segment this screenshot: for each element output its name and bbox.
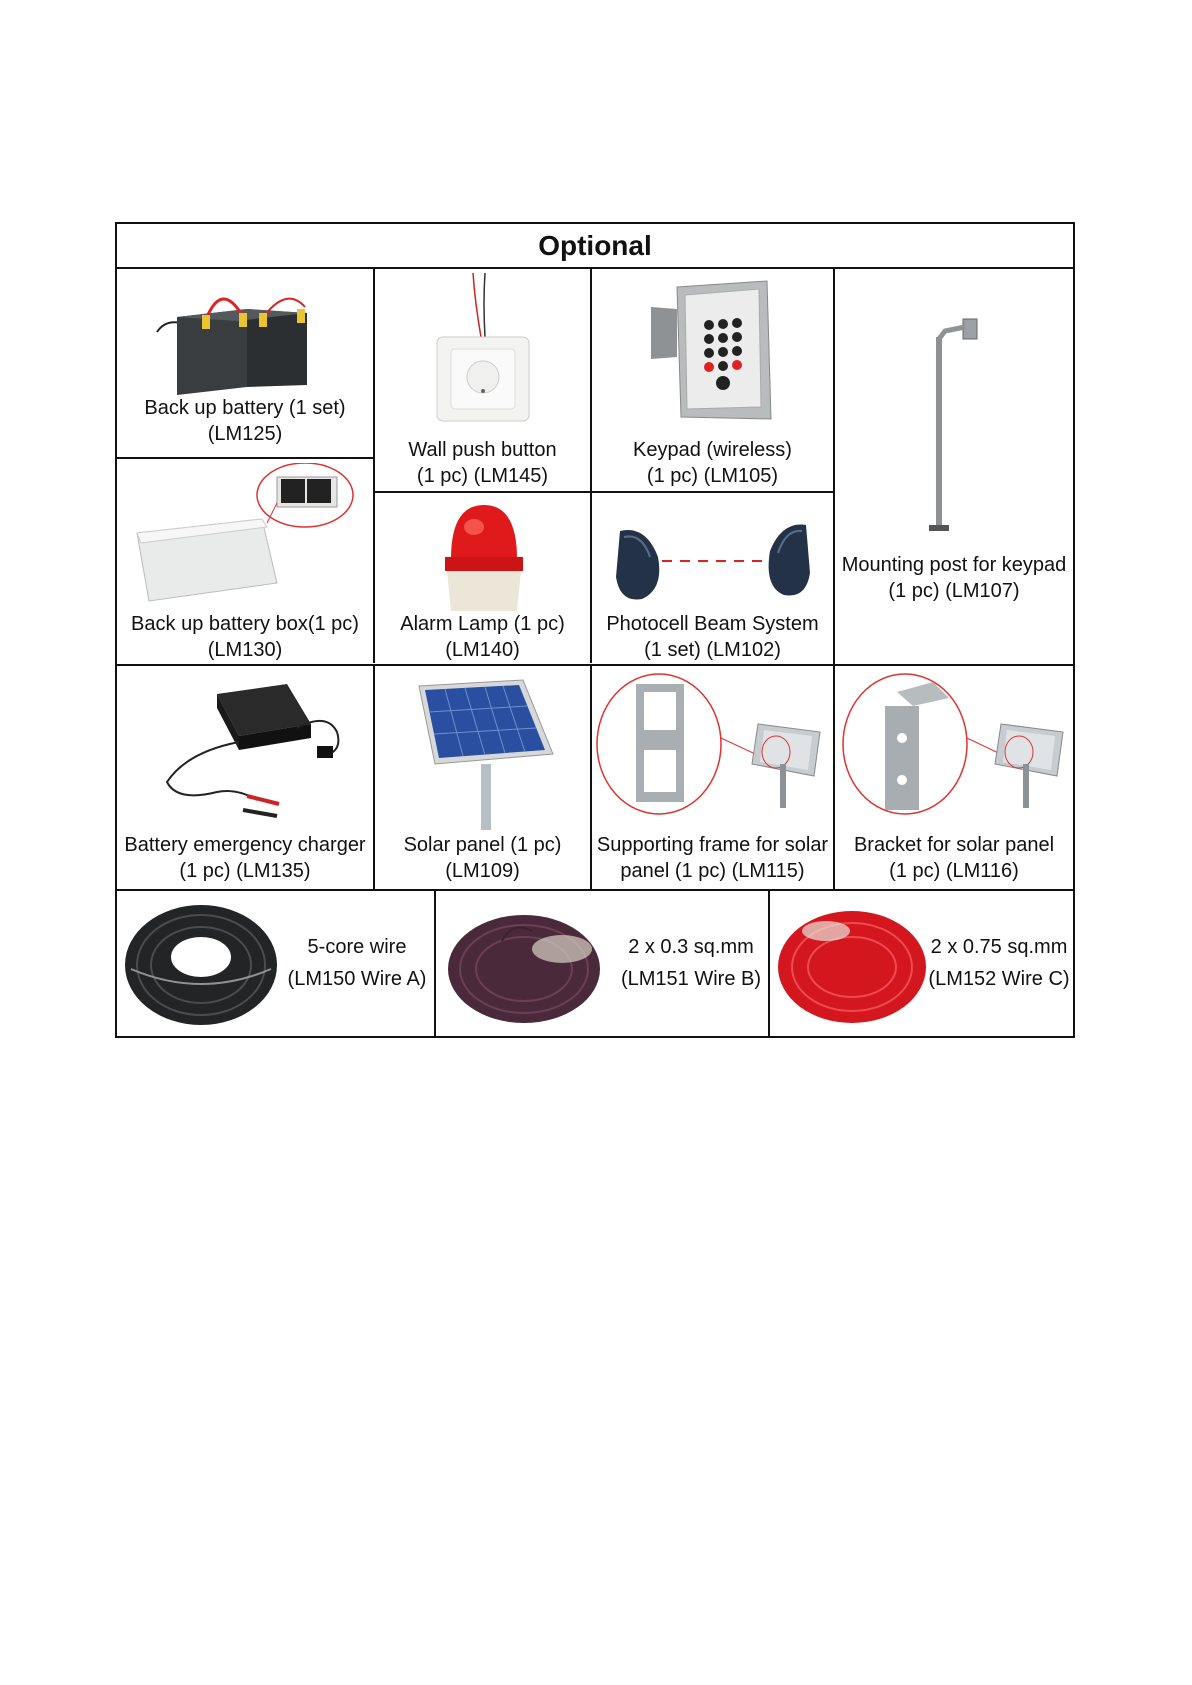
supporting-frame-image [594,672,834,822]
cell-solar-panel [373,664,590,889]
bracket-image [837,672,1073,822]
caption-line: 2 x 0.3 sq.mm [628,936,754,958]
caption-line: 2 x 0.75 sq.mm [930,936,1068,958]
caption-line: (LM151 Wire B) [620,968,762,990]
battery-box-image [127,463,367,613]
cell-backup-battery-box [117,457,373,663]
caption-line: (1 pc) (LM105) [646,465,779,487]
cell-wire-c [768,889,1073,1036]
caption-line: (1 pc) (LM145) [416,465,549,487]
caption-line: Photocell Beam System [606,613,819,635]
caption-line: Supporting frame for solar [596,834,829,856]
caption-line: (LM140) [445,639,520,661]
caption-line: Back up battery box(1 pc) [131,613,359,635]
alarm-lamp-image [429,499,539,617]
cell-keypad [590,269,833,491]
caption-line: Solar panel (1 pc) [403,834,562,856]
caption-line: (LM130) [207,639,283,661]
solar-panel-image [405,672,565,832]
cell-bracket-solar [833,664,1073,889]
cell-wire-b [434,889,768,1036]
caption-line: (1 pc) (LM107) [888,580,1020,602]
caption-line: (LM125) [207,423,283,445]
cell-photocell-beam [590,491,833,663]
battery-charger-image [147,672,357,822]
caption-line: (LM109) [445,860,520,882]
optional-accessories-table [115,222,1075,1038]
caption-line: Mounting post for keypad [841,554,1067,576]
cell-wire-a [117,889,434,1036]
cell-wall-push-button [373,269,590,491]
caption-line: (1 pc) (LM135) [179,860,311,882]
caption-line: panel (1 pc) (LM115) [620,860,805,882]
caption-line: (LM152 Wire C) [928,968,1070,990]
caption-line: Bracket for solar panel [853,834,1055,856]
table-title: Optional [117,224,1073,269]
cell-mounting-post [833,269,1073,664]
wire-b-coil-image [442,901,617,1031]
caption-line: (1 pc) (LM116) [889,860,1019,882]
caption-line: 5-core wire [307,936,407,958]
wire-a-coil-image [121,899,291,1029]
cell-battery-charger [117,664,373,889]
wire-c-coil-image [774,901,934,1031]
cell-backup-battery [117,269,373,457]
mounting-post-image [905,309,1025,559]
caption-line: Alarm Lamp (1 pc) [400,613,565,635]
cell-supporting-frame [590,664,833,889]
caption-line: (1 set) (LM102) [644,639,781,661]
caption-line: Keypad (wireless) [633,439,792,461]
photocell-beam-image [598,517,828,607]
wall-push-button-image [423,273,543,423]
keypad-image [647,277,787,427]
caption-line: (LM150 Wire A) [287,968,427,990]
backup-battery-image [147,277,327,397]
caption-line: Back up battery (1 set) [144,397,346,419]
caption-line: Wall push button [408,439,557,461]
caption-line: Battery emergency charger [124,834,366,856]
cell-alarm-lamp [373,491,590,663]
